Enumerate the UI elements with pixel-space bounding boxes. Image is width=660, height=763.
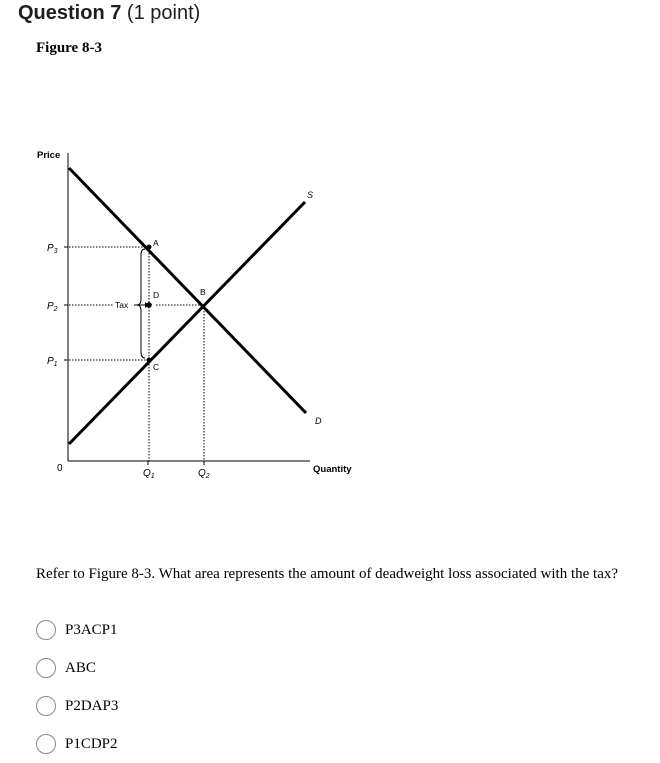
radio-button[interactable] [36,620,56,640]
radio-button[interactable] [36,658,56,678]
q1-label: $Q_1$ [143,468,155,480]
point-d-label: D [153,290,160,300]
tax-label: Tax [115,300,129,310]
p3-label: $P_3$ [47,243,58,255]
point-a-dot [147,245,152,250]
answer-option[interactable] [36,649,118,687]
answer-options [36,611,118,763]
answer-option-label: P3ACP1 [65,621,118,638]
answer-option[interactable] [36,611,118,649]
answer-option-label: ABC [65,659,96,676]
point-c-label: C [153,362,160,372]
radio-button[interactable] [36,734,56,754]
answer-option[interactable] [36,687,118,725]
x-axis-label: Quantity [313,464,352,475]
point-c-dot [147,358,152,363]
figure-title: Figure 8-3 [36,40,102,56]
supply-curve-label: S [307,190,314,200]
point-b-label: B [200,287,206,297]
demand-curve [69,168,306,413]
question-text: Refer to Figure 8-3. What area represents the amount of deadweight loss associated with the tax? [36,566,619,582]
origin-label: 0 [57,463,63,474]
p2-label: $P_2$ [47,301,58,313]
answer-option-label: P2DAP3 [65,697,119,714]
q2-label: $Q_2$ [198,468,210,480]
radio-button[interactable] [36,696,56,716]
question-number: Question 7 [18,2,122,24]
answer-option-label: P1CDP2 [65,735,118,752]
y-axis-label: Price [37,150,61,161]
point-a-label: A [153,238,159,248]
tax-bracket [137,249,145,358]
answer-option[interactable] [36,725,118,763]
supply-curve [69,202,305,444]
demand-curve-label: D [315,416,322,426]
p1-label: $P_1$ [47,356,58,368]
question-points: (1 point) [126,2,201,24]
